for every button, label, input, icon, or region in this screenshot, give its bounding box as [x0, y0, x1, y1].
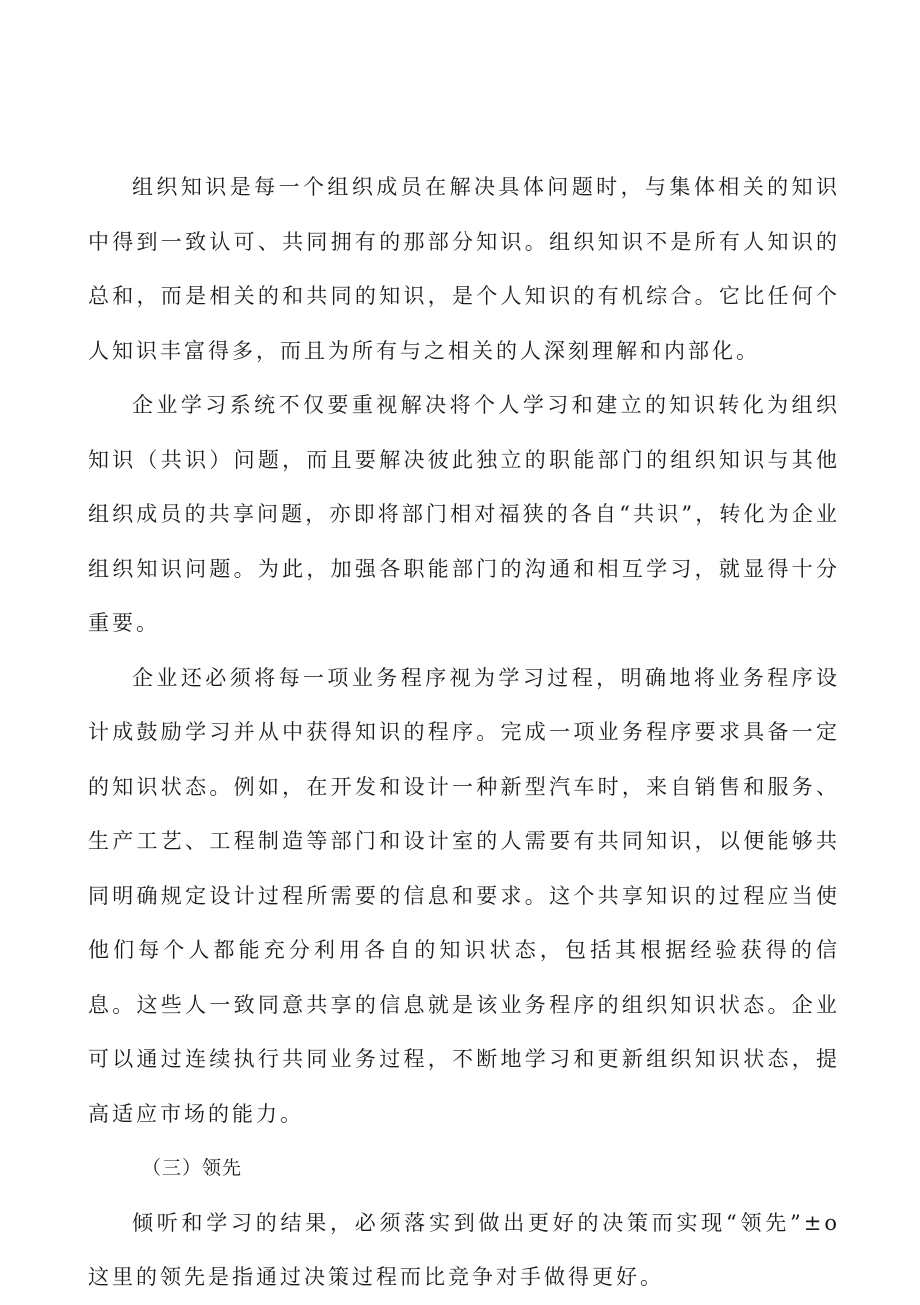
document-page	[88, 160, 840, 1305]
paragraph-business-process: 企业还必须将每一项业务程序视为学习过程，明确地将业务程序设计成鼓励学习并从中获得知识的程序。完成一项业务程序要求具备一定的知识状态。例如，在开发和设计一种新型汽车时，来自销售和服务、生产工艺、工程制造等部门和设计室的人需要有共同知识，以便能够共同明确规定设计过程所需要的信息和要求。这个共享知识的过程应当使他们每个人都能充分利用各自的知识状态，包括其根据经验获得的信息。这些人一致同意共享的信息就是该业务程序的组织知识状态。企业可以通过连续执行共同业务过程，不断地学习和更新组织知识状态，提高适应市场的能力。	[88, 665, 840, 1126]
section-heading-leading: （三）领先	[142, 1157, 243, 1179]
paragraph-learning-system: 企业学习系统不仅要重视解决将个人学习和建立的知识转化为组织知识（共识）问题，而且要解决彼此独立的职能部门的组织知识与其他组织成员的共享问题，亦即将部门相对福狭的各自“共识”，转化为企业组织知识问题。为此，加强各职能部门的沟通和相互学习，就显得十分重要。	[88, 393, 840, 635]
paragraph-leading: 倾听和学习的结果，必须落实到做出更好的决策而实现“领先”±o这里的领先是指通过决策过程而比竞争对手做得更好。	[88, 1210, 840, 1289]
paragraph-organizational-knowledge: 组织知识是每一个组织成员在解决具体问题时，与集体相关的知识中得到一致认可、共同拥有的那部分知识。组织知识不是所有人知识的总和，而是相关的和共同的知识，是个人知识的有机综合。它比任何个人知识丰富得多，而且为所有与之相关的人深刻理解和内部化。	[88, 175, 840, 363]
